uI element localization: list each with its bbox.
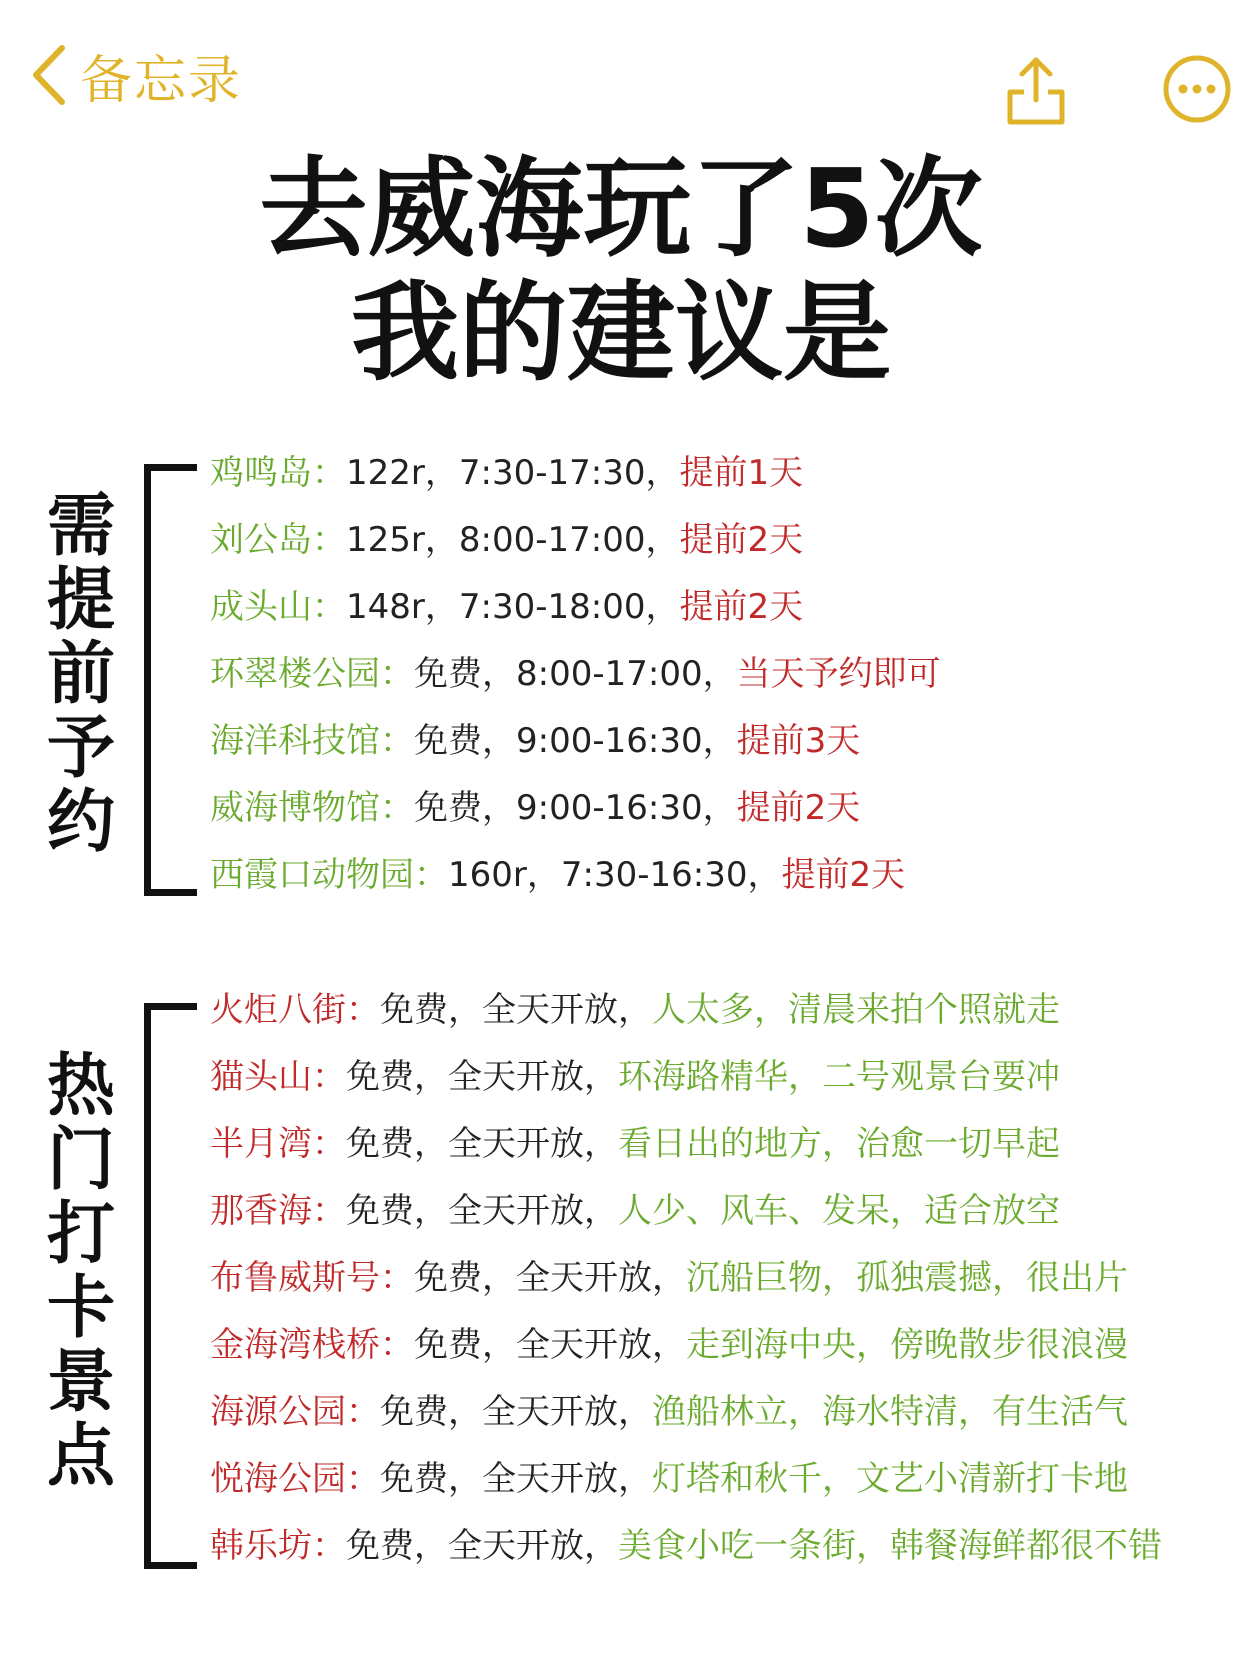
label-char: 点: [46, 1417, 115, 1496]
label-char: 约: [46, 783, 115, 862]
spot-note: 人少、风车、发呆，适合放空: [618, 1191, 1060, 1231]
label-char: 门: [46, 1121, 115, 1200]
title-line-1: 去威海玩了5次: [259, 147, 983, 272]
label-char: 予: [46, 709, 115, 788]
spot-note: 人太多，清晨来拍个照就走: [652, 990, 1060, 1030]
spot-name: 金海湾栈桥：: [210, 1325, 414, 1365]
list-item: [210, 1044, 1162, 1111]
list-item: [210, 775, 941, 842]
spot-info: 160r，7:30-16:30，: [448, 855, 782, 895]
spot-note: 当天予约即可: [736, 654, 941, 694]
chevron-left-icon: [28, 42, 68, 108]
title-line-2: 我的建议是: [350, 271, 891, 396]
label-char: 前: [46, 635, 115, 714]
spot-note: 提前1天: [679, 453, 804, 493]
share-icon[interactable]: [1006, 54, 1066, 126]
spot-info: 免费，全天开放，: [346, 1124, 618, 1164]
spot-note: 环海路精华，二号观景台要冲: [618, 1057, 1060, 1097]
spot-name: 那香海：: [210, 1191, 346, 1231]
spot-note: 提前3天: [736, 721, 861, 761]
spot-name: 刘公岛：: [210, 520, 346, 560]
spot-name: 半月湾：: [210, 1124, 346, 1164]
list-item: [210, 1379, 1162, 1446]
spot-name: 西霞口动物园：: [210, 855, 448, 895]
spot-info: 免费，全天开放，: [414, 1325, 686, 1365]
spot-note: 沉船巨物，孤独震撼，很出片: [686, 1258, 1128, 1298]
list-item: [210, 1245, 1162, 1312]
reserve-bracket: [144, 464, 197, 896]
spots-list: [210, 977, 1162, 1580]
list-item: [210, 1178, 1162, 1245]
list-item: [210, 507, 941, 574]
list-item: [210, 842, 941, 909]
spot-note: 提前2天: [679, 520, 804, 560]
list-item: [210, 1513, 1162, 1580]
spot-name: 悦海公园：: [210, 1459, 380, 1499]
list-item: [210, 574, 941, 641]
spot-name: 韩乐坊：: [210, 1526, 346, 1566]
spot-note: 走到海中央，傍晚散步很浪漫: [686, 1325, 1128, 1365]
spot-name: 海源公园：: [210, 1392, 380, 1432]
spot-info: 免费，9:00-16:30，: [414, 788, 737, 828]
label-char: 提: [46, 561, 115, 640]
spot-name: 鸡鸣岛：: [210, 453, 346, 493]
spot-note: 渔船林立，海水特清，有生活气: [652, 1392, 1128, 1432]
back-button[interactable]: [28, 40, 242, 110]
reserve-list: [210, 440, 941, 909]
nav-bar: [0, 0, 1242, 150]
spot-info: 免费，全天开放，: [380, 990, 652, 1030]
spots-section-label: [46, 1047, 116, 1496]
spot-info: 122r，7:30-17:30，: [346, 453, 680, 493]
list-item: [210, 708, 941, 775]
label-char: 景: [46, 1343, 115, 1422]
list-item: [210, 977, 1162, 1044]
spot-info: 免费，全天开放，: [380, 1392, 652, 1432]
spot-info: 免费，9:00-16:30，: [414, 721, 737, 761]
label-char: 热: [46, 1047, 115, 1126]
spot-note: 看日出的地方，治愈一切早起: [618, 1124, 1060, 1164]
spot-info: 125r，8:00-17:00，: [346, 520, 680, 560]
spot-info: 148r，7:30-18:00，: [346, 587, 680, 627]
spot-info: 免费，全天开放，: [346, 1191, 618, 1231]
spots-bracket: [144, 1003, 197, 1569]
spot-name: 布鲁威斯号：: [210, 1258, 414, 1298]
spot-name: 环翠楼公园：: [210, 654, 414, 694]
spot-note: 美食小吃一条街，韩餐海鲜都很不错: [618, 1526, 1162, 1566]
more-icon[interactable]: [1162, 54, 1232, 124]
spot-name: 成头山：: [210, 587, 346, 627]
spot-note: 提前2天: [736, 788, 861, 828]
list-item: [210, 440, 941, 507]
list-item: [210, 1111, 1162, 1178]
spot-name: 威海博物馆：: [210, 788, 414, 828]
spot-name: 猫头山：: [210, 1057, 346, 1097]
label-char: 打: [46, 1195, 115, 1274]
label-char: 卡: [46, 1269, 115, 1348]
spot-info: 免费，全天开放，: [414, 1258, 686, 1298]
spot-info: 免费，8:00-17:00，: [414, 654, 737, 694]
list-item: [210, 1312, 1162, 1379]
spot-info: 免费，全天开放，: [346, 1057, 618, 1097]
reserve-section-label: [46, 487, 116, 862]
list-item: [210, 1446, 1162, 1513]
page-title: [0, 148, 1242, 396]
spot-note: 提前2天: [679, 587, 804, 627]
list-item: [210, 641, 941, 708]
back-label: 备忘录: [80, 50, 243, 111]
spot-info: 免费，全天开放，: [380, 1459, 652, 1499]
spot-note: 灯塔和秋千，文艺小清新打卡地: [652, 1459, 1128, 1499]
spot-name: 海洋科技馆：: [210, 721, 414, 761]
spot-info: 免费，全天开放，: [346, 1526, 618, 1566]
spot-note: 提前2天: [781, 855, 906, 895]
spot-name: 火炬八街：: [210, 990, 380, 1030]
label-char: 需: [46, 487, 115, 566]
